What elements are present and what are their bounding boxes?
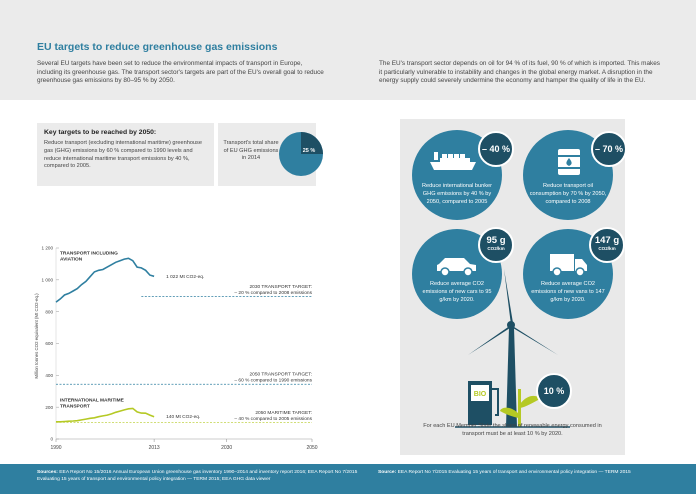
footer-left-label: Sources: [37,470,58,475]
renewable-badge: 10 % [536,373,572,409]
targets-panel [400,119,625,455]
key-targets-text: Reduce transport (excluding international maritime) greenhouse gas (GHG) emissions by 60 % compared to 1990 levels and reduce international maritime transport emissions by 40 %, compared to 2005. [44,140,202,170]
target-label: – 60 % compared to 1990 emissions [234,378,312,384]
target-name: 2050 TRANSPORT TARGET: [249,372,312,378]
footer-right-text: EEA Report No 7/2015 Evaluating 15 years of transport and environmental policy integration — TERM 2015 [397,470,631,475]
intro-right: The EU's transport sector depends on oil for 94 % of its fuel, 90 % of which is imported. This makes it particularly vulnerable to instability and changes in the global energy market. A disruption in the energy supply could severely undermine the economy and hamper the quality of life in the EU. [379,60,661,85]
page-title: EU targets to reduce greenhouse gas emissions [37,41,278,53]
footer-sources-right [378,469,678,476]
oil-barrel-icon [558,149,580,175]
bio-fuel-pump-icon [468,381,498,425]
y-tick-label: 200 [45,404,53,410]
target-label: – 40 % compared to 2005 emissions [234,416,312,422]
series-end-label: 1 022 Mt CO2-eq. [166,274,205,280]
x-tick-label: 1990 [50,445,62,451]
oil-badge: – 70 % [591,131,627,167]
cars-text: Reduce average CO2 emissions of new cars to 95 g/km by 2020. [422,281,492,303]
share-text: Transport's total share of EU GHG emissions in 2014 [223,140,279,162]
share-pie-chart [278,131,324,177]
chart-series [56,250,204,421]
bunker-text: Reduce international bunker GHG emissions by 40 % by 2050, compared to 2005 [422,183,492,205]
y-tick-label: 400 [45,372,53,378]
x-tick-label: 2013 [148,445,160,451]
y-tick-label: 600 [45,341,53,347]
series-name: TRANSPORT INCLUDING AVIATION [60,251,118,263]
share-pie-label: 25 % [302,148,316,154]
series-line [56,258,154,302]
series-name: INTERNATIONAL MARITIME TRANSPORT [60,398,124,410]
y-tick-label: 1 000 [41,277,53,283]
footer-left-text: EEA Report No 15/2016 Annual European Union greenhouse gas inventory 1990–2014 and inventory report 2016; EEA Report No 7/2015 Evaluating 15 years of transport and environmental policy integration — TERM 2015; EEA GHG data viewer [37,470,358,482]
target-name: 2030 TRANSPORT TARGET: [249,284,312,290]
bio-label: BIO [473,391,487,398]
vans-badge-unit: CO2/km [598,246,616,251]
oil-text: Reduce transport oil consumption by 70 % by 2050, compared to 2008 [529,183,607,205]
emissions-line-chart [30,240,330,460]
chart-x-ticks [50,445,317,451]
footer [0,464,696,494]
series-end-label: 140 Mt CO2-eq. [166,415,201,421]
vans-badge-value: 147 g [594,235,620,246]
renewable-text: For each EU Member State the share of renewable energy consumed in transport must be at least 10 % by 2020. [423,423,602,437]
series-line [56,408,154,421]
key-targets-title: Key targets to be reached by 2050: [44,129,157,136]
target-label: – 20 % compared to 2008 emissions [234,290,312,296]
key-targets-box [37,123,214,186]
vans-text: Reduce average CO2 emissions of new vans to 147 g/km by 2020. [531,281,605,303]
bunker-badge: – 40 % [478,131,514,167]
vans-badge [589,227,625,263]
x-tick-label: 2030 [221,445,233,451]
x-tick-label: 2050 [306,445,318,451]
y-tick-label: 0 [50,436,53,442]
share-box [218,123,316,186]
footer-sources-left [37,469,367,483]
y-tick-label: 800 [45,309,53,315]
cars-badge-value: 95 g [486,235,506,246]
chart-y-ticks [42,246,54,442]
intro-left: Several EU targets have been set to reduce the environmental impacts of transport in Europe, including its greenhouse gas. The transport sector's targets are part of the EU's overall goal to reduce greenhouse gas emissions by 80–95 % by 2050. [37,60,324,85]
cars-badge [478,227,514,263]
chart-y-label: Million tonnes CO2 equivalent (Mt CO2-eq.) [34,293,39,379]
plant-icon [500,389,540,427]
y-tick-label: 1 200 [41,245,53,251]
cars-badge-unit: CO2/km [487,246,505,251]
footer-right-label: Source: [378,470,397,475]
target-name: 2050 MARITIME TARGET: [255,410,312,416]
